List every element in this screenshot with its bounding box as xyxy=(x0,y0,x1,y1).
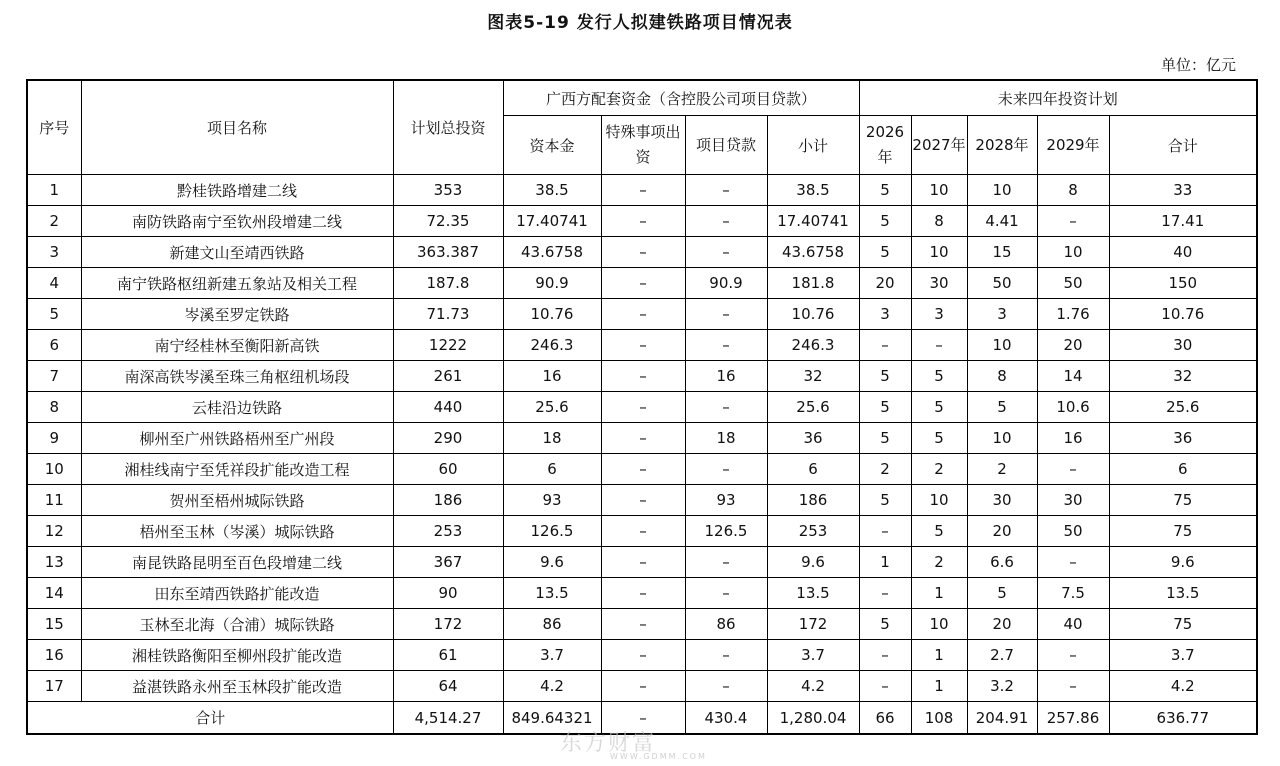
cell-special: – xyxy=(601,516,685,547)
cell-subtotal: 4.2 xyxy=(767,671,859,702)
cell-loan: – xyxy=(685,206,767,237)
cell-y2028: 6.6 xyxy=(967,547,1037,578)
cell-total: 261 xyxy=(393,361,503,392)
header-capital: 资本金 xyxy=(503,116,601,175)
header-sum: 合计 xyxy=(1109,116,1257,175)
cell-y2027: 5 xyxy=(911,361,967,392)
cell-loan: – xyxy=(685,454,767,485)
cell-sum: 150 xyxy=(1109,268,1257,299)
cell-total: 72.35 xyxy=(393,206,503,237)
cell-y2026: 3 xyxy=(859,299,911,330)
cell-no: 16 xyxy=(27,640,81,671)
cell-name: 岑溪至罗定铁路 xyxy=(81,299,393,330)
header-total: 计划总投资 xyxy=(393,80,503,175)
cell-loan: – xyxy=(685,330,767,361)
cell-y2026: 5 xyxy=(859,175,911,206)
cell-name: 贺州至梧州城际铁路 xyxy=(81,485,393,516)
cell-loan: 16 xyxy=(685,361,767,392)
cell-loan: 126.5 xyxy=(685,516,767,547)
table-row xyxy=(27,299,1257,330)
cell-no: 9 xyxy=(27,423,81,454)
cell-sum: 75 xyxy=(1109,516,1257,547)
cell-capital: 86 xyxy=(503,609,601,640)
table-row xyxy=(27,175,1257,206)
cell-no: 1 xyxy=(27,175,81,206)
cell-name: 湘桂铁路衡阳至柳州段扩能改造 xyxy=(81,640,393,671)
cell-subtotal: 172 xyxy=(767,609,859,640)
cell-y2029: 40 xyxy=(1037,609,1109,640)
watermark-logo: 东方财富 xyxy=(560,731,657,756)
cell-name: 湘桂线南宁至凭祥段扩能改造工程 xyxy=(81,454,393,485)
cell-y2028: 2.7 xyxy=(967,640,1037,671)
cell-name: 南防铁路南宁至钦州段增建二线 xyxy=(81,206,393,237)
cell-special: – xyxy=(601,237,685,268)
header-name: 项目名称 xyxy=(81,80,393,175)
cell-total: 440 xyxy=(393,392,503,423)
cell-loan: 18 xyxy=(685,423,767,454)
total-cell-2029: 257.86 xyxy=(1037,702,1109,735)
table-row xyxy=(27,330,1257,361)
cell-total: 186 xyxy=(393,485,503,516)
cell-capital: 18 xyxy=(503,423,601,454)
cell-y2027: 10 xyxy=(911,237,967,268)
cell-y2029: 1.76 xyxy=(1037,299,1109,330)
table-row xyxy=(27,516,1257,547)
header-subtotal: 小计 xyxy=(767,116,859,175)
cell-y2027: 8 xyxy=(911,206,967,237)
cell-no: 6 xyxy=(27,330,81,361)
cell-y2027: 2 xyxy=(911,454,967,485)
cell-subtotal: 10.76 xyxy=(767,299,859,330)
cell-no: 14 xyxy=(27,578,81,609)
table-row xyxy=(27,454,1257,485)
table-row xyxy=(27,423,1257,454)
cell-y2028: 20 xyxy=(967,609,1037,640)
cell-special: – xyxy=(601,206,685,237)
cell-subtotal: 43.6758 xyxy=(767,237,859,268)
cell-subtotal: 17.40741 xyxy=(767,206,859,237)
cell-y2029: 14 xyxy=(1037,361,1109,392)
cell-capital: 126.5 xyxy=(503,516,601,547)
cell-subtotal: 9.6 xyxy=(767,547,859,578)
cell-subtotal: 32 xyxy=(767,361,859,392)
cell-sum: 30 xyxy=(1109,330,1257,361)
cell-no: 17 xyxy=(27,671,81,702)
header-future-group: 未来四年投资计划 xyxy=(859,80,1257,116)
cell-no: 15 xyxy=(27,609,81,640)
cell-y2026: 5 xyxy=(859,392,911,423)
table-row xyxy=(27,206,1257,237)
cell-no: 8 xyxy=(27,392,81,423)
cell-y2028: 5 xyxy=(967,392,1037,423)
cell-subtotal: 181.8 xyxy=(767,268,859,299)
cell-loan: – xyxy=(685,392,767,423)
cell-special: – xyxy=(601,485,685,516)
cell-name: 田东至靖西铁路扩能改造 xyxy=(81,578,393,609)
cell-subtotal: 25.6 xyxy=(767,392,859,423)
cell-y2027: 3 xyxy=(911,299,967,330)
cell-no: 4 xyxy=(27,268,81,299)
table-body xyxy=(27,175,1257,702)
cell-y2027: 5 xyxy=(911,392,967,423)
total-cell-special: – xyxy=(601,702,685,735)
cell-no: 2 xyxy=(27,206,81,237)
cell-y2029: 10.6 xyxy=(1037,392,1109,423)
table-row xyxy=(27,609,1257,640)
cell-loan: 90.9 xyxy=(685,268,767,299)
cell-capital: 6 xyxy=(503,454,601,485)
cell-name: 新建文山至靖西铁路 xyxy=(81,237,393,268)
cell-y2028: 5 xyxy=(967,578,1037,609)
cell-loan: – xyxy=(685,640,767,671)
cell-sum: 40 xyxy=(1109,237,1257,268)
cell-y2026: 1 xyxy=(859,547,911,578)
cell-sum: 75 xyxy=(1109,485,1257,516)
total-cell-2026: 66 xyxy=(859,702,911,735)
cell-sum: 32 xyxy=(1109,361,1257,392)
cell-y2026: – xyxy=(859,578,911,609)
cell-no: 10 xyxy=(27,454,81,485)
cell-y2026: 2 xyxy=(859,454,911,485)
cell-loan: – xyxy=(685,299,767,330)
cell-special: – xyxy=(601,609,685,640)
cell-y2026: 5 xyxy=(859,237,911,268)
header-loan: 项目贷款 xyxy=(685,116,767,175)
cell-y2026: 5 xyxy=(859,423,911,454)
cell-y2028: 10 xyxy=(967,175,1037,206)
total-cell-subtotal: 1,280.04 xyxy=(767,702,859,735)
cell-special: – xyxy=(601,578,685,609)
cell-loan: – xyxy=(685,547,767,578)
cell-sum: 17.41 xyxy=(1109,206,1257,237)
header-seq: 序号 xyxy=(27,80,81,175)
total-cell-capital: 849.64321 xyxy=(503,702,601,735)
cell-capital: 13.5 xyxy=(503,578,601,609)
cell-loan: – xyxy=(685,671,767,702)
cell-special: – xyxy=(601,175,685,206)
cell-special: – xyxy=(601,454,685,485)
cell-y2026: 5 xyxy=(859,206,911,237)
cell-no: 13 xyxy=(27,547,81,578)
cell-y2028: 30 xyxy=(967,485,1037,516)
cell-y2027: 5 xyxy=(911,423,967,454)
cell-no: 5 xyxy=(27,299,81,330)
cell-y2026: – xyxy=(859,640,911,671)
cell-sum: 6 xyxy=(1109,454,1257,485)
table-row xyxy=(27,485,1257,516)
cell-y2029: 50 xyxy=(1037,268,1109,299)
cell-subtotal: 3.7 xyxy=(767,640,859,671)
cell-y2029: – xyxy=(1037,206,1109,237)
cell-y2027: 1 xyxy=(911,578,967,609)
cell-y2028: 3.2 xyxy=(967,671,1037,702)
cell-capital: 16 xyxy=(503,361,601,392)
total-cell-total: 4,514.27 xyxy=(393,702,503,735)
cell-y2026: – xyxy=(859,516,911,547)
cell-no: 11 xyxy=(27,485,81,516)
cell-total: 363.387 xyxy=(393,237,503,268)
cell-total: 1222 xyxy=(393,330,503,361)
cell-special: – xyxy=(601,361,685,392)
cell-y2027: 10 xyxy=(911,175,967,206)
cell-y2028: 10 xyxy=(967,330,1037,361)
header-special: 特殊事项出资 xyxy=(601,116,685,175)
cell-total: 172 xyxy=(393,609,503,640)
cell-total: 64 xyxy=(393,671,503,702)
cell-y2029: 7.5 xyxy=(1037,578,1109,609)
cell-loan: – xyxy=(685,237,767,268)
table-row xyxy=(27,268,1257,299)
cell-capital: 17.40741 xyxy=(503,206,601,237)
cell-y2028: 10 xyxy=(967,423,1037,454)
cell-y2029: 10 xyxy=(1037,237,1109,268)
cell-loan: – xyxy=(685,175,767,206)
cell-total: 187.8 xyxy=(393,268,503,299)
cell-special: – xyxy=(601,268,685,299)
cell-name: 黔桂铁路增建二线 xyxy=(81,175,393,206)
cell-y2027: 1 xyxy=(911,671,967,702)
cell-sum: 36 xyxy=(1109,423,1257,454)
cell-total: 367 xyxy=(393,547,503,578)
cell-capital: 25.6 xyxy=(503,392,601,423)
cell-special: – xyxy=(601,392,685,423)
cell-name: 南深高铁岑溪至珠三角枢纽机场段 xyxy=(81,361,393,392)
cell-y2028: 2 xyxy=(967,454,1037,485)
total-cell-sum: 636.77 xyxy=(1109,702,1257,735)
cell-capital: 38.5 xyxy=(503,175,601,206)
cell-y2029: 16 xyxy=(1037,423,1109,454)
cell-name: 柳州至广州铁路梧州至广州段 xyxy=(81,423,393,454)
cell-special: – xyxy=(601,671,685,702)
cell-special: – xyxy=(601,330,685,361)
cell-capital: 90.9 xyxy=(503,268,601,299)
cell-capital: 4.2 xyxy=(503,671,601,702)
cell-total: 253 xyxy=(393,516,503,547)
cell-sum: 10.76 xyxy=(1109,299,1257,330)
cell-sum: 25.6 xyxy=(1109,392,1257,423)
cell-subtotal: 253 xyxy=(767,516,859,547)
cell-name: 梧州至玉林（岑溪）城际铁路 xyxy=(81,516,393,547)
cell-total: 71.73 xyxy=(393,299,503,330)
cell-total: 290 xyxy=(393,423,503,454)
cell-no: 7 xyxy=(27,361,81,392)
cell-subtotal: 6 xyxy=(767,454,859,485)
header-2029: 2029年 xyxy=(1037,116,1109,175)
table-row xyxy=(27,392,1257,423)
header-gx-group: 广西方配套资金（含控股公司项目贷款） xyxy=(503,80,859,116)
cell-y2027: – xyxy=(911,330,967,361)
cell-capital: 246.3 xyxy=(503,330,601,361)
table-row xyxy=(27,640,1257,671)
cell-special: – xyxy=(601,640,685,671)
cell-y2029: 8 xyxy=(1037,175,1109,206)
header-2026: 2026年 xyxy=(859,116,911,175)
cell-y2029: – xyxy=(1037,454,1109,485)
cell-y2028: 3 xyxy=(967,299,1037,330)
cell-subtotal: 246.3 xyxy=(767,330,859,361)
cell-loan: 86 xyxy=(685,609,767,640)
cell-y2029: – xyxy=(1037,671,1109,702)
cell-y2028: 20 xyxy=(967,516,1037,547)
cell-y2027: 1 xyxy=(911,640,967,671)
total-cell-loan: 430.4 xyxy=(685,702,767,735)
cell-no: 3 xyxy=(27,237,81,268)
total-cell-2028: 204.91 xyxy=(967,702,1037,735)
table-row xyxy=(27,578,1257,609)
cell-y2028: 4.41 xyxy=(967,206,1037,237)
cell-subtotal: 13.5 xyxy=(767,578,859,609)
cell-y2026: 5 xyxy=(859,609,911,640)
cell-sum: 3.7 xyxy=(1109,640,1257,671)
cell-y2026: 5 xyxy=(859,361,911,392)
cell-subtotal: 36 xyxy=(767,423,859,454)
cell-total: 60 xyxy=(393,454,503,485)
cell-y2027: 30 xyxy=(911,268,967,299)
page-title: 图表5-19 发行人拟建铁路项目情况表 xyxy=(487,13,793,33)
cell-special: – xyxy=(601,547,685,578)
cell-name: 益湛铁路永州至玉林段扩能改造 xyxy=(81,671,393,702)
cell-total: 90 xyxy=(393,578,503,609)
cell-name: 南宁铁路枢纽新建五象站及相关工程 xyxy=(81,268,393,299)
cell-y2028: 8 xyxy=(967,361,1037,392)
cell-y2028: 50 xyxy=(967,268,1037,299)
cell-y2026: – xyxy=(859,671,911,702)
cell-y2026: – xyxy=(859,330,911,361)
cell-y2029: 50 xyxy=(1037,516,1109,547)
cell-loan: 93 xyxy=(685,485,767,516)
cell-special: – xyxy=(601,299,685,330)
table-row xyxy=(27,671,1257,702)
cell-y2026: 20 xyxy=(859,268,911,299)
cell-capital: 10.76 xyxy=(503,299,601,330)
unit-label: 单位：亿元 xyxy=(1160,56,1236,74)
cell-sum: 33 xyxy=(1109,175,1257,206)
cell-name: 云桂沿边铁路 xyxy=(81,392,393,423)
cell-subtotal: 38.5 xyxy=(767,175,859,206)
header-2027: 2027年 xyxy=(911,116,967,175)
cell-sum: 13.5 xyxy=(1109,578,1257,609)
cell-sum: 9.6 xyxy=(1109,547,1257,578)
total-label: 合计 xyxy=(27,702,393,735)
cell-sum: 4.2 xyxy=(1109,671,1257,702)
table-row xyxy=(27,547,1257,578)
cell-y2029: – xyxy=(1037,640,1109,671)
cell-total: 61 xyxy=(393,640,503,671)
cell-total: 353 xyxy=(393,175,503,206)
cell-y2029: 30 xyxy=(1037,485,1109,516)
cell-y2026: 5 xyxy=(859,485,911,516)
cell-capital: 3.7 xyxy=(503,640,601,671)
cell-y2027: 10 xyxy=(911,609,967,640)
total-cell-2027: 108 xyxy=(911,702,967,735)
railway-projects-table xyxy=(26,79,1258,735)
header-2028: 2028年 xyxy=(967,116,1037,175)
cell-special: – xyxy=(601,423,685,454)
table-row xyxy=(27,361,1257,392)
cell-y2027: 5 xyxy=(911,516,967,547)
cell-no: 12 xyxy=(27,516,81,547)
cell-y2029: – xyxy=(1037,547,1109,578)
cell-name: 南昆铁路昆明至百色段增建二线 xyxy=(81,547,393,578)
cell-y2028: 15 xyxy=(967,237,1037,268)
watermark-url: WWW.GDMM.COM xyxy=(610,752,707,761)
cell-y2027: 10 xyxy=(911,485,967,516)
cell-loan: – xyxy=(685,578,767,609)
cell-capital: 93 xyxy=(503,485,601,516)
table-row xyxy=(27,237,1257,268)
cell-subtotal: 186 xyxy=(767,485,859,516)
cell-name: 玉林至北海（合浦）城际铁路 xyxy=(81,609,393,640)
cell-capital: 43.6758 xyxy=(503,237,601,268)
cell-sum: 75 xyxy=(1109,609,1257,640)
cell-capital: 9.6 xyxy=(503,547,601,578)
cell-name: 南宁经桂林至衡阳新高铁 xyxy=(81,330,393,361)
cell-y2027: 2 xyxy=(911,547,967,578)
cell-y2029: 20 xyxy=(1037,330,1109,361)
